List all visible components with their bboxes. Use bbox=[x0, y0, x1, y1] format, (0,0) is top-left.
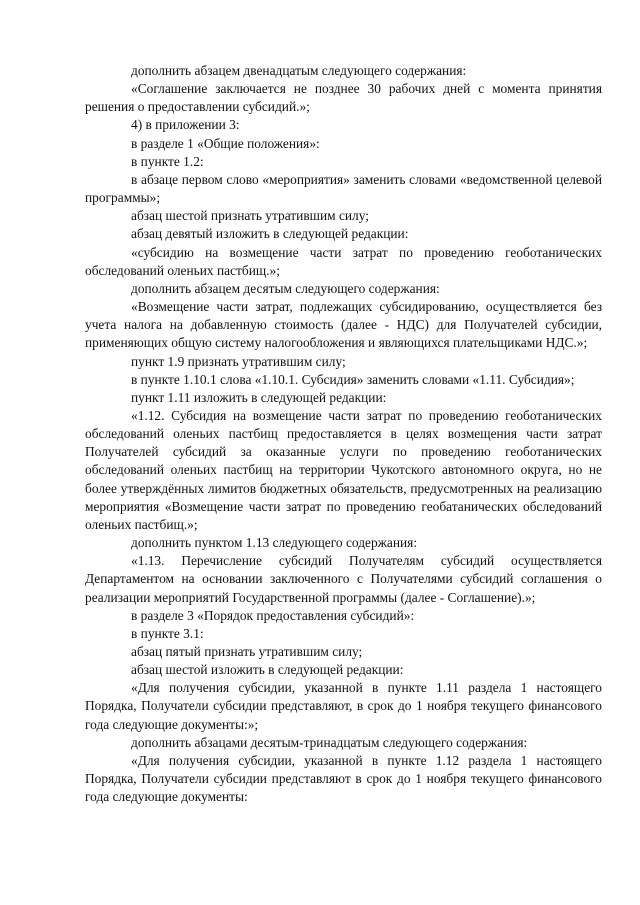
paragraph-7: абзац шестой признать утратившим силу; bbox=[131, 208, 369, 224]
paragraph-17: «1.13. Перечисление субсидий Получателям субсидий осуществляется Департаментом на основании заключенного с Получателями субсидий соглашения о реализации мероприятий Государственной программы (далее - Соглашение).»; bbox=[85, 553, 602, 605]
paragraph-1: дополнить абзацем двенадцатым следующего содержания: bbox=[131, 63, 467, 78]
paragraph-20: абзац пятый признать утратившим силу; bbox=[131, 644, 363, 659]
paragraph-24: «Для получения субсидии, указанной в пункте 1.12 раздела 1 настоящего Порядка, Получатели субсидии представляют в срок до 1 ноября текущего финансового года следующие документы: bbox=[85, 752, 602, 805]
paragraph-21: абзац шестой изложить в следующей редакции: bbox=[131, 662, 404, 678]
paragraph-18: в разделе 3 «Порядок предоставления субсидий»: bbox=[131, 607, 415, 623]
paragraph-13: в пункте 1.10.1 слова «1.10.1. Субсидия» заменить словами «1.11. Субсидия»; bbox=[131, 371, 575, 387]
paragraph-16: дополнить пунктом 1.13 следующего содержания: bbox=[131, 535, 418, 551]
paragraph-19: в пункте 3.1: bbox=[131, 625, 204, 641]
paragraph-15: «1.12. Субсидия на возмещение части затрат по проведению геоботанических обследований оленьих пастбищ предоставляется в целях возмещения части затрат Получателей субсидий за оказанные услуги по проведению геоботанических обследований оленьих пастбищ на территории Чукотского автономного округа, но не более утверждённых лимитов бюджетных обязательств, предусмотренных на реализацию мероприятия «Возмещение части затрат по проведению геобатанических обследований оленьих пастбищ.»; bbox=[85, 407, 602, 532]
paragraph-6: в абзаце первом слово «мероприятия» заменить словами «ведомственной целевой программы»; bbox=[85, 171, 602, 206]
paragraph-12: пункт 1.9 признать утратившим силу; bbox=[131, 353, 346, 369]
paragraph-9: «субсидию на возмещение части затрат по проведению геоботанических обследований оленьих пастбищ.»; bbox=[85, 244, 602, 278]
paragraph-11: «Возмещение части затрат, подлежащих субсидированию, осуществляется без учета налога на добавленную стоимость (далее - НДС) для Получателей субсидии, применяющих общую систему налогообложения и являющихся плательщиками НДС.»; bbox=[85, 299, 602, 351]
paragraph-5: в пункте 1.2: bbox=[131, 153, 204, 169]
paragraph-22: «Для получения субсидии, указанной в пункте 1.11 раздела 1 настоящего Порядка, Получатели субсидии представляют, в срок до 1 ноября текущего финансового года следующие документы:»; bbox=[85, 680, 602, 732]
paragraph-10: дополнить абзацем десятым следующего содержания: bbox=[131, 280, 440, 296]
paragraph-4: в разделе 1 «Общие положения»: bbox=[131, 135, 320, 151]
paragraph-23: дополнить абзацами десятым-тринадцатым следующего содержания: bbox=[131, 734, 528, 750]
paragraph-14: пункт 1.11 изложить в следующей редакции: bbox=[131, 389, 387, 405]
document-body bbox=[85, 62, 602, 806]
paragraph-8: абзац девятый изложить в следующей редакции: bbox=[131, 226, 409, 242]
paragraph-3: 4) в приложении 3: bbox=[131, 117, 240, 133]
paragraph-2: «Соглашение заключается не позднее 30 рабочих дней с момента принятия решения о предоставлении субсидий.»; bbox=[85, 81, 602, 115]
